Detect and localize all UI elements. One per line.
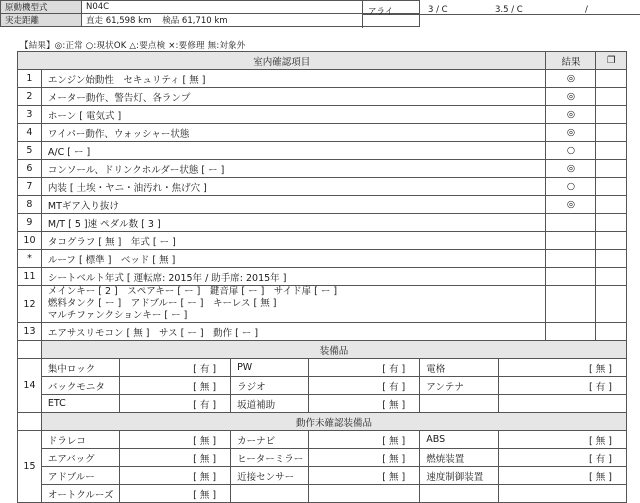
unconfirmed-row	[18, 467, 627, 485]
equipment-value: [ 有 ]	[120, 359, 231, 377]
item-text: 内装 [ 土埃・ヤニ・油汚れ・焦げ穴 ]	[41, 178, 546, 196]
equipment-label: 集中ロック	[41, 359, 119, 377]
item-result: ◎	[546, 70, 596, 88]
unconfirmed-label: オートクルーズ	[41, 485, 119, 503]
keys-line-1: メインキー [ 2 ] スペアキー [ ー ] 鍵音扉 [ ー ] サイド扉 [ ー ]	[47, 286, 338, 297]
item-num: 5	[18, 142, 42, 160]
unconfirmed-section-header: 動作未確認装備品	[41, 413, 626, 431]
item-num: 3	[18, 106, 42, 124]
item-text: コンソール、ドリンクホルダー状態 [ ー ]	[41, 160, 546, 178]
unconfirmed-row	[18, 485, 627, 503]
item-num: 11	[18, 268, 42, 286]
item-result: ◎	[546, 88, 596, 106]
unconfirmed-label	[420, 485, 498, 503]
equipment-value: [ 無 ]	[120, 377, 231, 395]
inspection-row	[18, 178, 627, 196]
item-num: 7	[18, 178, 42, 196]
unconfirmed-value	[498, 485, 626, 503]
inspection-row	[18, 196, 627, 214]
item-text: エアサスリモコン [ 無 ] サス [ ー ] 動作 [ ー ]	[41, 323, 546, 341]
item-result	[546, 250, 596, 268]
unconfirmed-value: [ 無 ]	[309, 449, 420, 467]
item-text: MTギア入り抜け	[41, 196, 546, 214]
mileage-straight-label: 直走	[86, 16, 104, 26]
unconfirmed-label: カーナビ	[231, 431, 309, 449]
equipment-label: PW	[231, 359, 309, 377]
inspection-row	[18, 124, 627, 142]
item-result: ◎	[546, 124, 596, 142]
equipment-label: 電格	[420, 359, 498, 377]
item-num: 12	[18, 286, 42, 323]
item-num: 9	[18, 214, 42, 232]
item-result: ○	[546, 178, 596, 196]
item-text: ワイパー動作、ウォッシャー状態	[41, 124, 546, 142]
unconfirmed-label: 速度制御装置	[420, 467, 498, 485]
inspection-row	[18, 106, 627, 124]
item-text: シートベルト年式 [ 運転席: 2015年 / 助手席: 2015年 ]	[41, 268, 546, 286]
unconfirmed-label: ドラレコ	[41, 431, 119, 449]
unconfirmed-value: [ 無 ]	[309, 467, 420, 485]
unconfirmed-label	[231, 485, 309, 503]
item-num: 8	[18, 196, 42, 214]
item-result: ◎	[546, 106, 596, 124]
alignment-label: アライ	[368, 7, 394, 17]
equipment-value: [ 無 ]	[309, 395, 420, 413]
unconfirmed-value: [ 無 ]	[309, 431, 420, 449]
item-text: A/C [ ー ]	[41, 142, 546, 160]
unconfirmed-value: [ 有 ]	[498, 449, 626, 467]
unconfirmed-row	[18, 449, 627, 467]
equipment-value	[498, 395, 626, 413]
alignment-value-1: 3 / C	[428, 5, 448, 15]
item-num: 4	[18, 124, 42, 142]
inspection-section-header: 室内確認項目	[18, 52, 546, 70]
unconfirmed-value: [ 無 ]	[120, 467, 231, 485]
mileage-straight-value: 61,598 km	[105, 16, 152, 26]
item-result: ○	[546, 142, 596, 160]
unconfirmed-row	[18, 431, 627, 449]
equipment-label: 坂道補助	[231, 395, 309, 413]
unconfirmed-label: 燃焼装置	[420, 449, 498, 467]
inspection-row	[18, 88, 627, 106]
equipment-label: ラジオ	[231, 377, 309, 395]
equipment-section-header: 装備品	[41, 341, 626, 359]
engine-model-value: N04C	[82, 1, 420, 14]
unconfirmed-value: [ 無 ]	[120, 449, 231, 467]
item-text: ルーフ [ 標準 ] ベッド [ 無 ]	[41, 250, 546, 268]
equipment-value: [ 有 ]	[120, 395, 231, 413]
keys-line-3: マルチファンクションキー [ ー ]	[47, 310, 188, 321]
item-text: ホーン [ 電気式 ]	[41, 106, 546, 124]
inspection-row	[18, 160, 627, 178]
inspection-row	[18, 232, 627, 250]
unconfirmed-value: [ 無 ]	[120, 431, 231, 449]
item-result: ◎	[546, 196, 596, 214]
unconfirmed-value: [ 無 ]	[120, 485, 231, 503]
item-result: ◎	[546, 160, 596, 178]
engine-model-label: 原動機型式	[1, 1, 82, 14]
keys-info	[41, 286, 546, 323]
item-result	[546, 214, 596, 232]
inspection-row	[18, 268, 627, 286]
unconfirmed-value	[309, 485, 420, 503]
keys-line-2: 燃料タンク [ ー ] アドブルー [ ー ] キーレス [ 無 ]	[47, 298, 277, 309]
inspection-row	[18, 70, 627, 88]
equipment-value: [ 無 ]	[498, 359, 626, 377]
unconfirmed-label: アドブルー	[41, 467, 119, 485]
item-num: *	[18, 250, 42, 268]
unconfirmed-label: ABS	[420, 431, 498, 449]
item-result	[546, 268, 596, 286]
item-text: タコグラフ [ 無 ] 年式 [ ー ]	[41, 232, 546, 250]
mileage-check-value: 61,710 km	[181, 16, 228, 26]
alignment-value-2: 3.5 / C	[495, 5, 523, 15]
mileage-label: 実走距離	[1, 14, 82, 27]
item-num: 1	[18, 70, 42, 88]
item-text: M/T [ 5 ]速 ペダル数 [ 3 ]	[41, 214, 546, 232]
result-legend: 【結果】◎:正常 ○:現状OK △:要点検 ×:要修理 無:対象外	[20, 41, 246, 51]
vehicle-info-table	[0, 0, 420, 27]
inspection-row	[18, 214, 627, 232]
mileage-check-label: 検品	[162, 16, 180, 26]
equipment-label: アンテナ	[420, 377, 498, 395]
unconfirmed-value: [ 無 ]	[498, 431, 626, 449]
equipment-label: バックモニタ	[41, 377, 119, 395]
unconfirmed-label: 近接センサー	[231, 467, 309, 485]
equipment-value: [ 有 ]	[498, 377, 626, 395]
item-text: エンジン始動性 セキュリティ [ 無 ]	[41, 70, 546, 88]
clip-icon: ❐	[596, 52, 627, 70]
alignment-panel	[362, 0, 640, 28]
item-text: メーター動作、警告灯、各ランプ	[41, 88, 546, 106]
unconfirmed-label: エアバッグ	[41, 449, 119, 467]
item-num: 15	[18, 431, 42, 503]
equipment-value: [ 有 ]	[309, 359, 420, 377]
equipment-value: [ 有 ]	[309, 377, 420, 395]
item-num: 14	[18, 359, 42, 413]
inspection-row	[18, 250, 627, 268]
item-result	[546, 232, 596, 250]
equipment-label	[420, 395, 498, 413]
unconfirmed-label: ヒーターミラー	[231, 449, 309, 467]
inspection-table	[17, 51, 627, 503]
equipment-row	[18, 377, 627, 395]
equipment-label: ETC	[41, 395, 119, 413]
equipment-row	[18, 395, 627, 413]
item-num: 2	[18, 88, 42, 106]
inspection-row	[18, 142, 627, 160]
alignment-value-3: /	[585, 5, 588, 15]
unconfirmed-value: [ 無 ]	[498, 467, 626, 485]
equipment-row	[18, 359, 627, 377]
item-num: 10	[18, 232, 42, 250]
item-num: 13	[18, 323, 42, 341]
result-column-header: 結果	[546, 52, 596, 70]
item-num: 6	[18, 160, 42, 178]
